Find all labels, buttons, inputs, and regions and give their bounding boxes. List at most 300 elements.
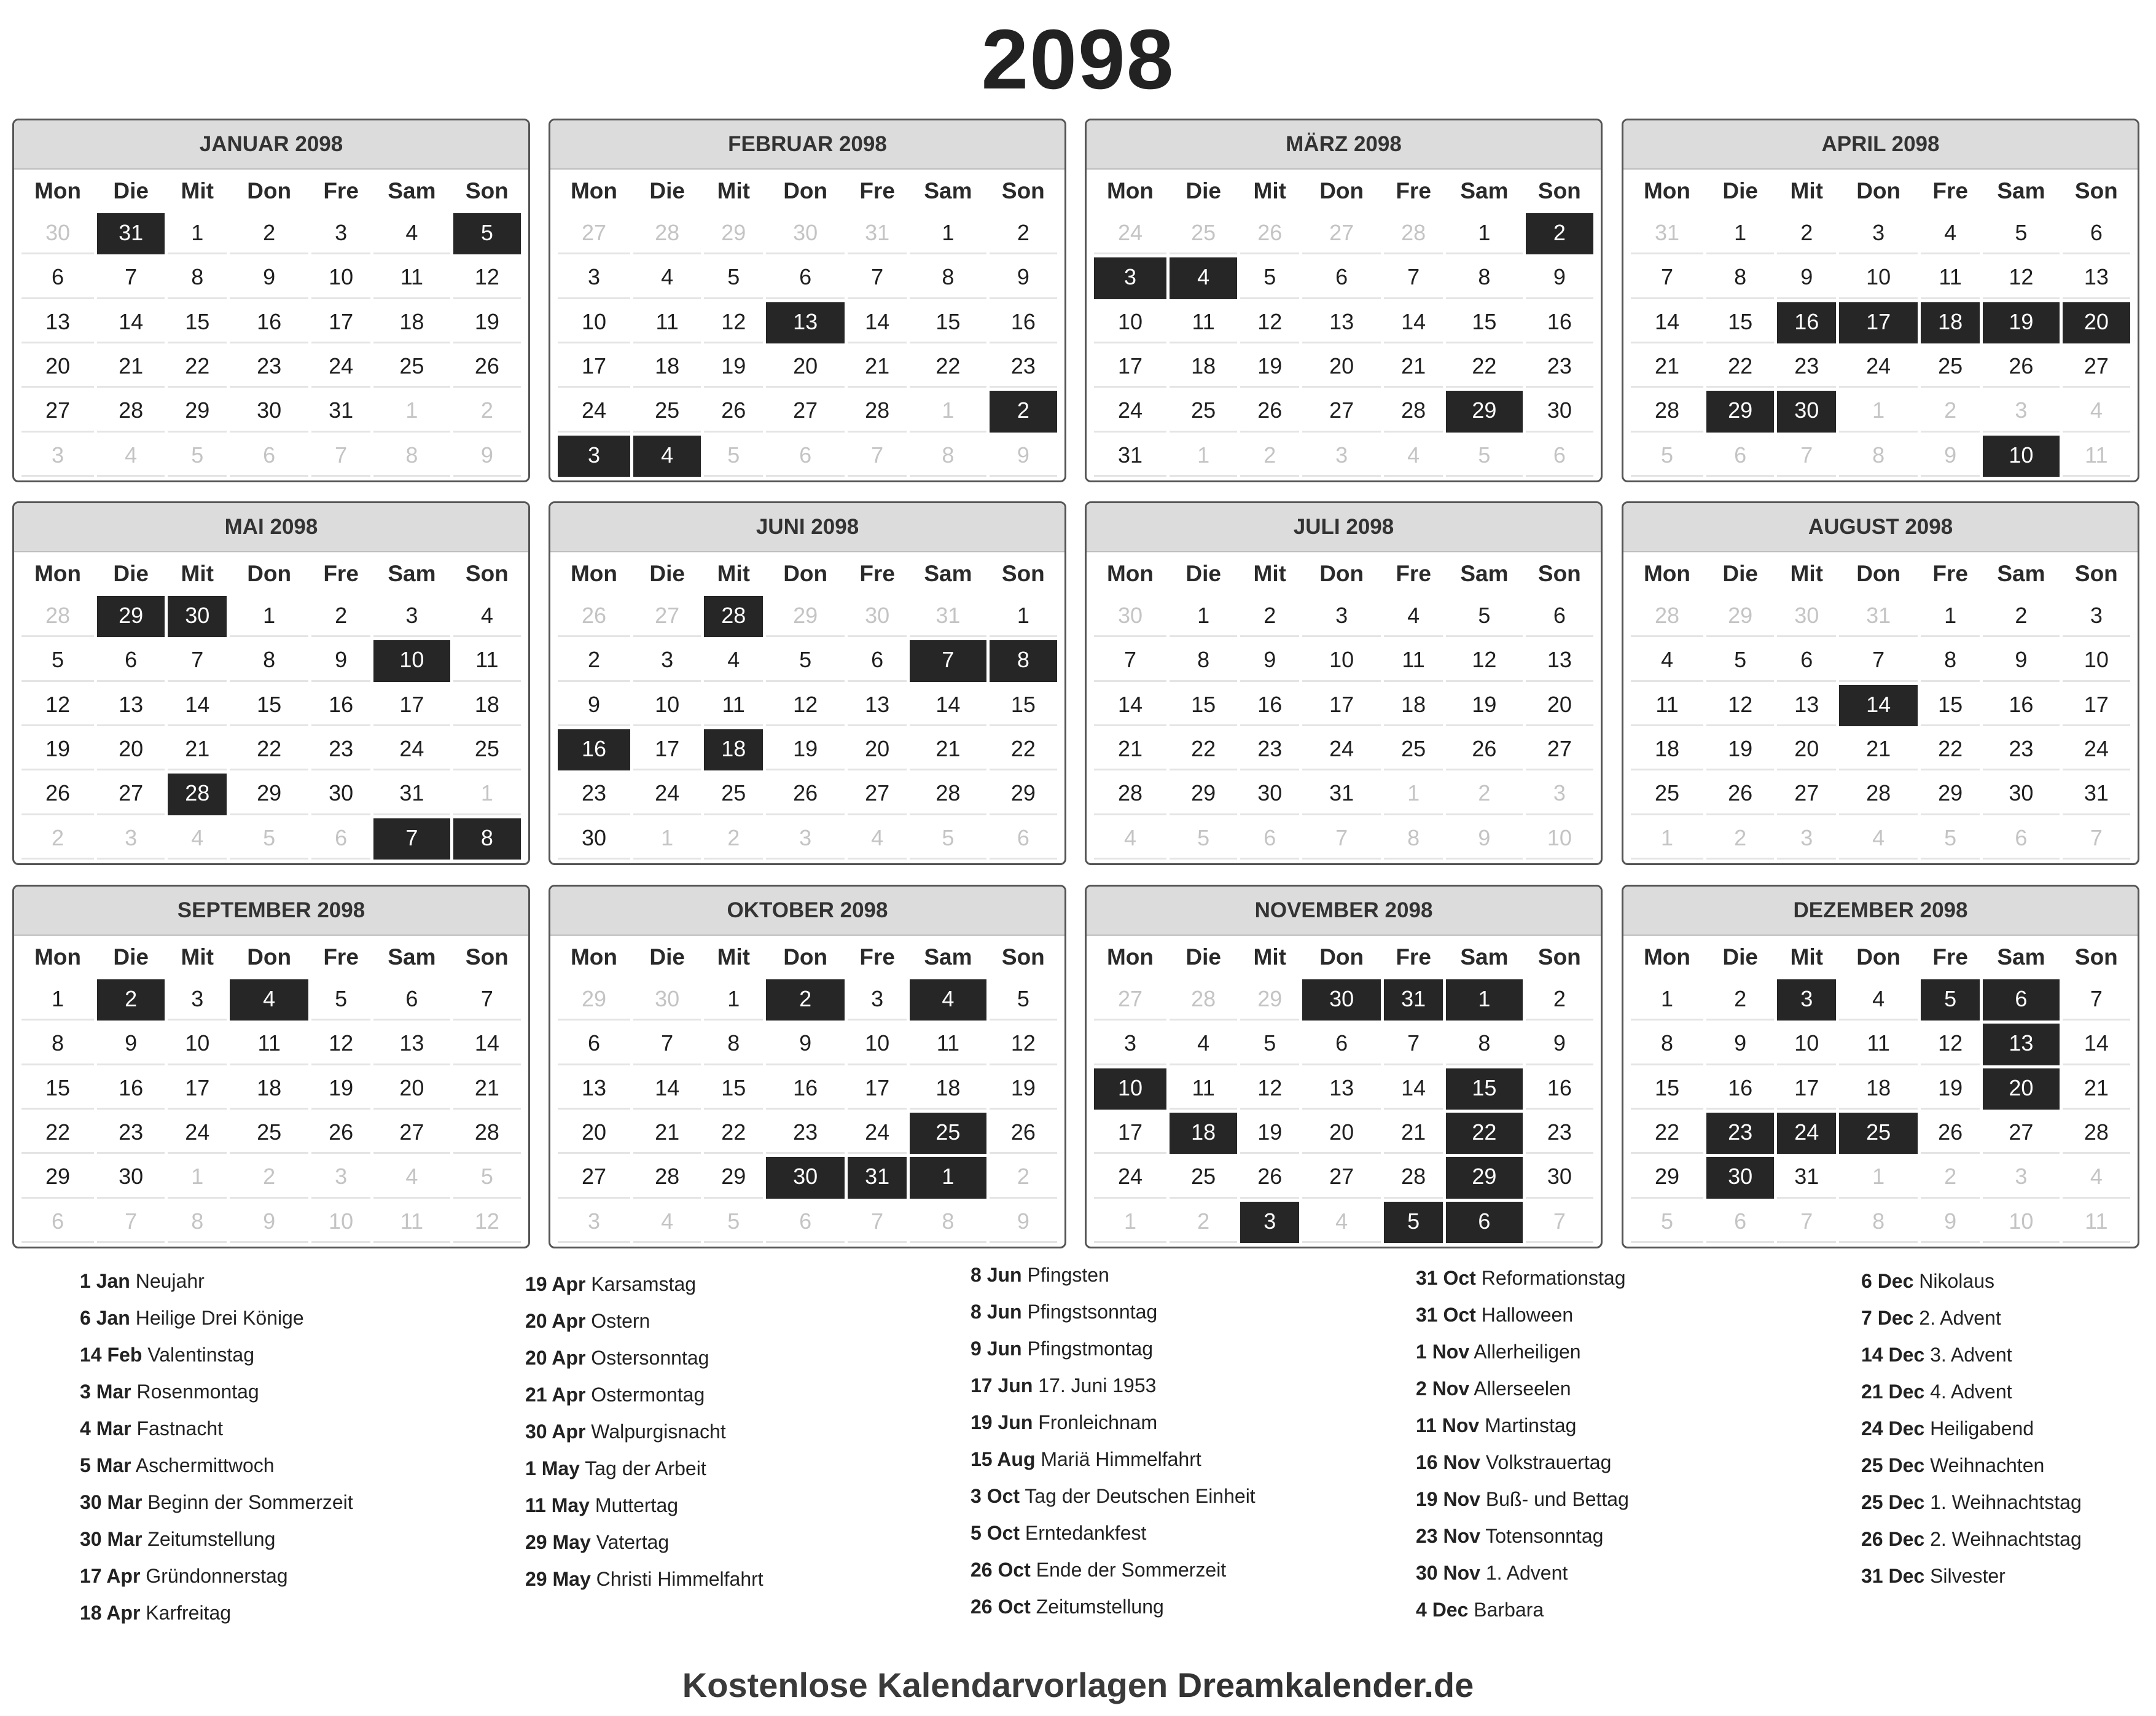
holiday-date: 26 Oct: [971, 1559, 1031, 1581]
day-cell: 28: [21, 596, 94, 637]
holiday-name: Gründonnerstag: [146, 1565, 288, 1587]
day-cell: 13: [1302, 1068, 1381, 1110]
holiday-date: 29 May: [525, 1531, 591, 1553]
day-cell: 31: [910, 596, 986, 637]
day-cell: 15: [168, 302, 227, 343]
day-cell: 6: [1446, 1202, 1523, 1243]
day-cell: 9: [990, 436, 1057, 477]
day-cell: 11: [633, 302, 701, 343]
holiday-date: 4 Mar: [80, 1417, 131, 1440]
day-cell: 23: [97, 1113, 165, 1154]
day-cell: 1: [1170, 596, 1237, 637]
day-cell: 15: [1170, 685, 1237, 726]
day-cell: 30: [558, 818, 630, 860]
day-cell: 13: [21, 302, 94, 343]
weekday-header: Sam: [1997, 178, 2045, 203]
day-cell: 26: [704, 391, 763, 432]
day-cell: 17: [1302, 685, 1381, 726]
holiday-date: 15 Aug: [971, 1448, 1036, 1470]
day-cell: 17: [1094, 347, 1166, 388]
day-cell: 13: [97, 685, 165, 726]
month-panel: [1622, 119, 2139, 482]
day-cell: 9: [230, 1202, 308, 1243]
day-cell: 7: [1631, 257, 1703, 299]
day-cell: 21: [1631, 347, 1703, 388]
month-title: OKTOBER 2098: [550, 887, 1064, 936]
weekday-header: Mit: [717, 944, 750, 970]
weekday-header: Die: [1722, 944, 1758, 970]
holiday-name: Erntedankfest: [1025, 1522, 1147, 1544]
day-cell: 15: [704, 1068, 763, 1110]
day-cell: 26: [21, 774, 94, 815]
day-cell: 7: [1384, 257, 1443, 299]
holiday-name: Pfingstmontag: [1027, 1338, 1154, 1360]
holiday-name: 2. Weihnachtstag: [1930, 1528, 2082, 1550]
holiday-item: [971, 1404, 1400, 1441]
holiday-column: [80, 1263, 510, 1631]
holiday-date: 14 Feb: [80, 1344, 143, 1366]
day-cell: 3: [1094, 257, 1166, 299]
day-cell: 30: [1526, 391, 1593, 432]
day-cell: 4: [168, 818, 227, 860]
holiday-name: Allerseelen: [1474, 1377, 1571, 1400]
day-cell: 27: [1777, 774, 1836, 815]
day-cell: 10: [2063, 640, 2130, 681]
day-cell: 5: [1240, 257, 1299, 299]
day-cell: 6: [1302, 257, 1381, 299]
day-cell: 10: [1094, 302, 1166, 343]
day-cell: 10: [1839, 257, 1918, 299]
day-cell: 4: [704, 640, 763, 681]
day-cell: 6: [766, 1202, 845, 1243]
day-cell: 18: [1384, 685, 1443, 726]
day-cell: 7: [1839, 640, 1918, 681]
holiday-item: [80, 1373, 510, 1410]
day-cell: 31: [373, 774, 450, 815]
day-cell: 5: [453, 213, 521, 254]
day-cell: 26: [766, 774, 845, 815]
month-panel: [1085, 885, 1603, 1248]
day-cell: 30: [848, 596, 907, 637]
day-cell: 21: [1384, 347, 1443, 388]
month-days-grid: [558, 555, 1057, 860]
day-cell: 23: [1983, 729, 2060, 770]
day-cell: 2: [1921, 391, 1980, 432]
day-cell: 12: [453, 1202, 521, 1243]
day-cell: 6: [21, 1202, 94, 1243]
holiday-date: 19 Jun: [971, 1411, 1033, 1433]
day-cell: 19: [311, 1068, 370, 1110]
day-cell: 25: [373, 347, 450, 388]
holiday-item: [525, 1266, 955, 1303]
day-cell: 11: [2063, 1202, 2130, 1243]
weekday-header: Mit: [1253, 178, 1286, 203]
day-cell: 3: [1240, 1202, 1299, 1243]
month-panel: [1085, 119, 1603, 482]
day-cell: 21: [910, 729, 986, 770]
day-cell: 10: [1983, 436, 2060, 477]
holiday-item: [971, 1256, 1400, 1293]
day-cell: 26: [990, 1113, 1057, 1154]
day-cell: 30: [1302, 979, 1381, 1021]
day-cell: 27: [21, 391, 94, 432]
day-cell: 5: [1921, 818, 1980, 860]
holiday-date: 7 Dec: [1861, 1307, 1914, 1329]
page-title: 2098: [981, 12, 1175, 107]
day-cell: 24: [168, 1113, 227, 1154]
weekday-header: Mon: [570, 561, 618, 586]
day-cell: 24: [558, 391, 630, 432]
day-cell: 27: [2063, 347, 2130, 388]
day-cell: 31: [97, 213, 165, 254]
holiday-date: 30 Mar: [80, 1491, 143, 1513]
weekday-header: Mon: [1643, 944, 1691, 970]
weekday-header: Fre: [859, 178, 895, 203]
day-cell: 2: [766, 979, 845, 1021]
day-cell: 4: [1839, 818, 1918, 860]
day-cell: 7: [910, 640, 986, 681]
holiday-item: [525, 1303, 955, 1339]
day-cell: 7: [848, 1202, 907, 1243]
day-cell: 16: [1526, 1068, 1593, 1110]
day-cell: 20: [848, 729, 907, 770]
day-cell: 16: [311, 685, 370, 726]
weekday-header: Don: [1856, 561, 1901, 586]
holiday-date: 20 Apr: [525, 1347, 586, 1369]
holiday-name: Allerheiligen: [1474, 1341, 1581, 1363]
day-cell: 1: [453, 774, 521, 815]
day-cell: 25: [910, 1113, 986, 1154]
holiday-name: Totensonntag: [1485, 1525, 1604, 1547]
day-cell: 27: [1302, 1157, 1381, 1198]
holiday-date: 8 Jun: [971, 1264, 1022, 1286]
day-cell: 20: [766, 347, 845, 388]
holiday-date: 14 Dec: [1861, 1344, 1925, 1366]
day-cell: 24: [1094, 391, 1166, 432]
day-cell: 22: [168, 347, 227, 388]
day-cell: 9: [1240, 640, 1299, 681]
holiday-date: 11 May: [525, 1494, 590, 1516]
weekday-header: Die: [113, 944, 149, 970]
day-cell: 9: [990, 1202, 1057, 1243]
day-cell: 2: [97, 979, 165, 1021]
day-cell: 9: [1706, 1024, 1774, 1065]
day-cell: 17: [1839, 302, 1918, 343]
month-days-grid: [1094, 555, 1593, 860]
holiday-item: [1416, 1518, 1846, 1554]
holiday-name: Tag der Arbeit: [585, 1457, 706, 1479]
month-title: JUNI 2098: [550, 503, 1064, 552]
day-cell: 3: [1526, 774, 1593, 815]
day-cell: 23: [1526, 1113, 1593, 1154]
holiday-name: Ostern: [591, 1310, 650, 1332]
day-cell: 22: [1631, 1113, 1703, 1154]
day-cell: 22: [1446, 1113, 1523, 1154]
holiday-item: [525, 1561, 955, 1597]
day-cell: 14: [2063, 1024, 2130, 1065]
day-cell: 26: [453, 347, 521, 388]
day-cell: 5: [704, 436, 763, 477]
day-cell: 3: [1777, 818, 1836, 860]
day-cell: 30: [1777, 596, 1836, 637]
weekday-header: Mon: [1106, 561, 1154, 586]
day-cell: 18: [453, 685, 521, 726]
day-cell: 11: [453, 640, 521, 681]
day-cell: 14: [1094, 685, 1166, 726]
day-cell: 18: [1170, 1113, 1237, 1154]
day-cell: 4: [1921, 213, 1980, 254]
day-cell: 22: [1170, 729, 1237, 770]
day-cell: 5: [453, 1157, 521, 1198]
day-cell: 9: [1983, 640, 2060, 681]
day-cell: 7: [2063, 979, 2130, 1021]
day-cell: 4: [1839, 979, 1918, 1021]
holiday-item: [971, 1514, 1400, 1551]
day-cell: 25: [704, 774, 763, 815]
holiday-name: Mariä Himmelfahrt: [1041, 1448, 1201, 1470]
day-cell: 2: [1706, 979, 1774, 1021]
weekday-header: Sam: [1460, 944, 1509, 970]
day-cell: 4: [1170, 257, 1237, 299]
day-cell: 20: [1302, 347, 1381, 388]
day-cell: 5: [168, 436, 227, 477]
day-cell: 9: [1921, 436, 1980, 477]
holiday-date: 23 Nov: [1416, 1525, 1480, 1547]
day-cell: 28: [1170, 979, 1237, 1021]
weekday-header: Don: [247, 944, 292, 970]
holiday-name: Karsamstag: [591, 1273, 697, 1295]
holiday-item: [525, 1524, 955, 1561]
day-cell: 9: [230, 257, 308, 299]
weekday-header: Die: [649, 944, 685, 970]
day-cell: 11: [1170, 1068, 1237, 1110]
holiday-item: [1861, 1447, 2156, 1484]
month-days-grid: [558, 172, 1057, 477]
day-cell: 22: [230, 729, 308, 770]
day-cell: 10: [1983, 1202, 2060, 1243]
holiday-item: [80, 1299, 510, 1336]
holiday-item: [1416, 1296, 1846, 1333]
day-cell: 19: [766, 729, 845, 770]
day-cell: 2: [1526, 213, 1593, 254]
month-days-grid: [1631, 938, 2130, 1243]
holiday-date: 5 Mar: [80, 1454, 131, 1476]
day-cell: 28: [1631, 596, 1703, 637]
day-cell: 11: [230, 1024, 308, 1065]
day-cell: 2: [990, 1157, 1057, 1198]
day-cell: 3: [766, 818, 845, 860]
weekday-header: Die: [1185, 944, 1221, 970]
holiday-name: Fronleichnam: [1038, 1411, 1158, 1433]
day-cell: 12: [311, 1024, 370, 1065]
day-cell: 7: [1777, 1202, 1836, 1243]
weekday-header: Mit: [181, 944, 214, 970]
day-cell: 6: [373, 979, 450, 1021]
weekday-header: Don: [1319, 944, 1364, 970]
day-cell: 2: [1446, 774, 1523, 815]
day-cell: 20: [2063, 302, 2130, 343]
month-title: MAI 2098: [14, 503, 528, 552]
holiday-date: 19 Nov: [1416, 1488, 1480, 1510]
day-cell: 1: [1446, 979, 1523, 1021]
day-cell: 12: [1921, 1024, 1980, 1065]
day-cell: 15: [910, 302, 986, 343]
day-cell: 18: [704, 729, 763, 770]
month-title: SEPTEMBER 2098: [14, 887, 528, 936]
day-cell: 31: [1384, 979, 1443, 1021]
holiday-item: [80, 1410, 510, 1447]
day-cell: 21: [848, 347, 907, 388]
day-cell: 2: [558, 640, 630, 681]
day-cell: 19: [704, 347, 763, 388]
day-cell: 10: [633, 685, 701, 726]
day-cell: 6: [990, 818, 1057, 860]
holiday-item: [1416, 1591, 1846, 1628]
holiday-name: Valentinstag: [147, 1344, 255, 1366]
day-cell: 1: [1839, 1157, 1918, 1198]
day-cell: 1: [1094, 1202, 1166, 1243]
day-cell: 6: [558, 1024, 630, 1065]
day-cell: 20: [1526, 685, 1593, 726]
weekday-header: Don: [783, 561, 828, 586]
day-cell: 1: [990, 596, 1057, 637]
day-cell: 19: [453, 302, 521, 343]
weekday-header: Die: [649, 178, 685, 203]
day-cell: 11: [704, 685, 763, 726]
day-cell: 24: [1839, 347, 1918, 388]
day-cell: 6: [1706, 1202, 1774, 1243]
holiday-date: 1 May: [525, 1457, 580, 1479]
day-cell: 2: [990, 213, 1057, 254]
day-cell: 24: [1777, 1113, 1836, 1154]
weekday-header: Don: [1319, 178, 1364, 203]
day-cell: 30: [1777, 391, 1836, 432]
day-cell: 10: [168, 1024, 227, 1065]
day-cell: 1: [168, 1157, 227, 1198]
day-cell: 2: [1777, 213, 1836, 254]
day-cell: 6: [311, 818, 370, 860]
holiday-date: 16 Nov: [1416, 1451, 1480, 1473]
day-cell: 4: [633, 257, 701, 299]
day-cell: 5: [766, 640, 845, 681]
day-cell: 22: [1446, 347, 1523, 388]
day-cell: 31: [1631, 213, 1703, 254]
day-cell: 19: [1240, 347, 1299, 388]
day-cell: 8: [1921, 640, 1980, 681]
day-cell: 9: [97, 1024, 165, 1065]
holiday-item: [525, 1450, 955, 1487]
weekday-header: Son: [465, 178, 509, 203]
day-cell: 4: [633, 1202, 701, 1243]
day-cell: 7: [1094, 640, 1166, 681]
day-cell: 9: [990, 257, 1057, 299]
day-cell: 26: [1240, 1157, 1299, 1198]
day-cell: 21: [1094, 729, 1166, 770]
day-cell: 7: [848, 257, 907, 299]
day-cell: 23: [230, 347, 308, 388]
day-cell: 1: [1631, 979, 1703, 1021]
day-cell: 17: [168, 1068, 227, 1110]
day-cell: 14: [168, 685, 227, 726]
day-cell: 13: [1777, 685, 1836, 726]
holiday-name: Halloween: [1481, 1304, 1574, 1326]
holiday-item: [80, 1484, 510, 1521]
holiday-item: [1416, 1370, 1846, 1407]
day-cell: 9: [1921, 1202, 1980, 1243]
day-cell: 3: [311, 1157, 370, 1198]
day-cell: 1: [1631, 818, 1703, 860]
holiday-date: 31 Oct: [1416, 1304, 1476, 1326]
day-cell: 15: [1446, 302, 1523, 343]
holiday-date: 24 Dec: [1861, 1417, 1925, 1440]
day-cell: 10: [848, 1024, 907, 1065]
weekday-header: Die: [113, 178, 149, 203]
day-cell: 5: [1921, 979, 1980, 1021]
weekday-header: Fre: [323, 561, 359, 586]
day-cell: 31: [1777, 1157, 1836, 1198]
footer-brand: Dreamkalender.de: [1177, 1666, 1474, 1704]
day-cell: 12: [1240, 1068, 1299, 1110]
day-cell: 30: [766, 1157, 845, 1198]
month-panel: [1085, 501, 1603, 865]
weekday-header: Die: [113, 561, 149, 586]
day-cell: 15: [990, 685, 1057, 726]
weekday-header: Mon: [34, 178, 82, 203]
holiday-name: Barbara: [1474, 1599, 1544, 1621]
day-cell: 25: [1839, 1113, 1918, 1154]
day-cell: 31: [848, 1157, 907, 1198]
day-cell: 30: [311, 774, 370, 815]
day-cell: 5: [1384, 1202, 1443, 1243]
month-panel: [12, 119, 530, 482]
day-cell: 7: [97, 257, 165, 299]
month-days-grid: [21, 555, 521, 860]
weekday-header: Son: [1537, 178, 1581, 203]
day-cell: 10: [373, 640, 450, 681]
day-cell: 7: [848, 436, 907, 477]
day-cell: 3: [21, 436, 94, 477]
holiday-item: [1861, 1557, 2156, 1594]
holiday-item: [525, 1487, 955, 1524]
day-cell: 26: [311, 1113, 370, 1154]
day-cell: 21: [168, 729, 227, 770]
day-cell: 6: [1777, 640, 1836, 681]
day-cell: 16: [97, 1068, 165, 1110]
day-cell: 21: [1839, 729, 1918, 770]
day-cell: 29: [1240, 979, 1299, 1021]
day-cell: 4: [2063, 391, 2130, 432]
day-cell: 22: [21, 1113, 94, 1154]
weekday-header: Fre: [323, 178, 359, 203]
month-panel: [549, 501, 1066, 865]
day-cell: 21: [1384, 1113, 1443, 1154]
day-cell: 8: [910, 1202, 986, 1243]
day-cell: 23: [1526, 347, 1593, 388]
month-days-grid: [1094, 172, 1593, 477]
day-cell: 6: [1983, 979, 2060, 1021]
day-cell: 8: [373, 436, 450, 477]
holiday-name: Beginn der Sommerzeit: [147, 1491, 353, 1513]
holiday-item: [1416, 1554, 1846, 1591]
day-cell: 18: [373, 302, 450, 343]
holiday-date: 19 Apr: [525, 1273, 586, 1295]
weekday-header: Mit: [181, 178, 214, 203]
weekday-header: Mit: [1790, 944, 1823, 970]
day-cell: 26: [1921, 1113, 1980, 1154]
day-cell: 2: [230, 213, 308, 254]
holiday-date: 3 Mar: [80, 1381, 131, 1403]
day-cell: 28: [2063, 1113, 2130, 1154]
